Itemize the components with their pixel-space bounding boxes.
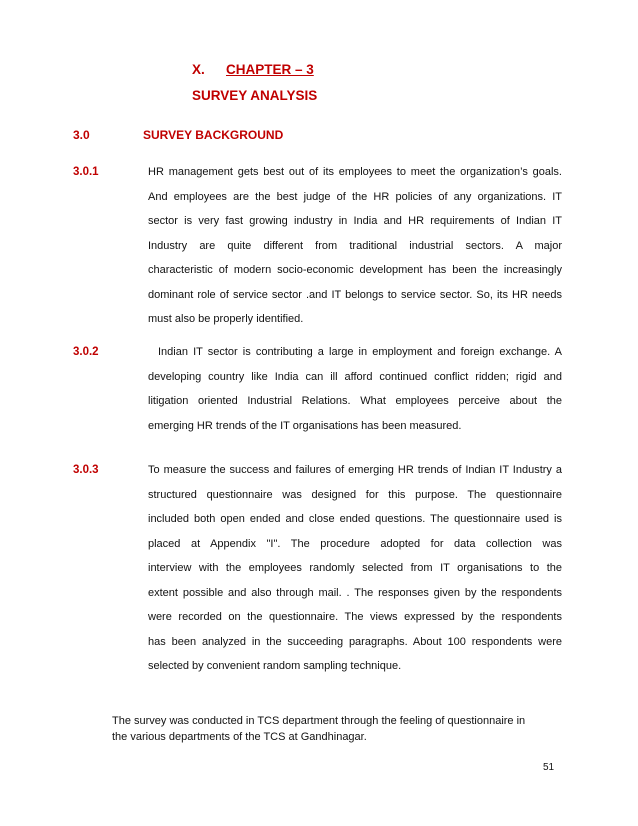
subsection-number: 3.0.2 [73,346,99,358]
paragraph-line: HR management gets best out of its employees to meet the organization’s goals. [148,166,562,178]
subsection-paragraph [148,160,562,332]
note-line: The survey was conducted in TCS department through the feeling of questionnaire in [112,715,526,727]
section-title: SURVEY BACKGROUND [143,128,284,142]
paragraph-line: interview with the employees randomly selected from IT organisations to the [148,562,562,574]
paragraph-line: placed at Appendix "I". The procedure adopted for data collection was [148,537,562,550]
chapter-subtitle: SURVEY ANALYSIS [192,88,318,103]
paragraph-line: selected by convenient random sampling technique. [148,660,402,672]
chapter-number: X. [192,62,205,77]
paragraph-line: And employees are the best judge of the HR policies of any organizations. IT [148,190,562,203]
note-line: the various departments of the TCS at Gandhinagar. [112,731,367,743]
subsection-paragraph [148,458,562,679]
subsection-number: 3.0.1 [73,166,99,178]
paragraph-line: Industry are quite different from traditional industrial sectors. A major [148,239,562,252]
paragraph-line: sector is very fast growing industry in India and HR requirements of Indian IT [148,215,562,227]
paragraph-line: dominant role of service sector .and IT belongs to service sector. So, its HR needs [148,288,562,301]
paragraph-line: included both open ended and close ended questions. The questionnaire used is [148,513,562,525]
paragraph-line: litigation oriented Industrial Relations. What employees perceive about the [148,395,562,407]
paragraph-line: were recorded on the questionnaire. The views expressed by the respondents [148,611,562,623]
paragraph-line: Indian IT sector is contributing a large in employment and foreign exchange. A [158,346,562,358]
closing-note [112,713,562,745]
subsection-number: 3.0.3 [73,464,99,476]
chapter-heading [192,62,314,78]
chapter-title: CHAPTER – 3 [226,62,314,77]
paragraph-line: To measure the success and failures of emerging HR trends of Indian IT Industry a [148,464,562,476]
paragraph-line: developing country like India can ill afford continued conflict ridden; rigid and [148,370,562,383]
page-number: 51 [543,762,555,773]
paragraph-line: emerging HR trends of the IT organisations has been measured. [148,419,462,432]
paragraph-line: characteristic of modern socio-economic development has been the increasingly [148,264,562,276]
paragraph-line: extent possible and also through mail. . The responses given by the respondents [148,586,562,599]
paragraph-line: structured questionnaire was designed for this purpose. The questionnaire [148,488,562,501]
subsection-paragraph [148,340,562,438]
section-number: 3.0 [73,128,90,142]
paragraph-line: has been analyzed in the succeeding paragraphs. About 100 respondents were [148,635,562,648]
paragraph-line: must also be properly identified. [148,313,304,325]
